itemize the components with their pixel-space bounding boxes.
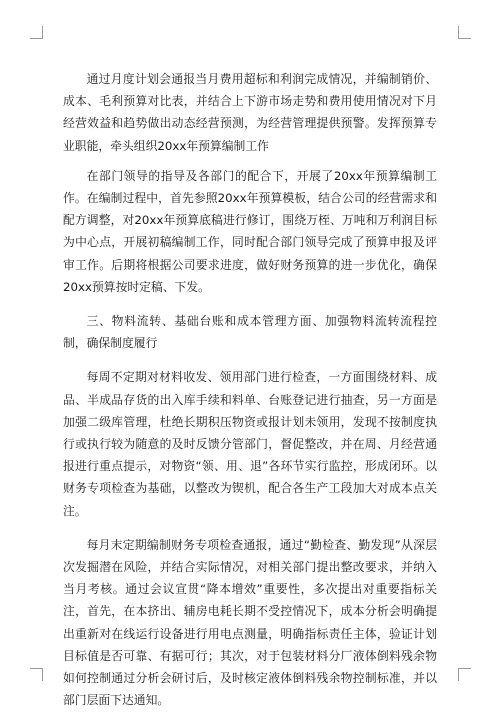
crop-mark-top-right	[458, 26, 471, 39]
document-body	[63, 68, 437, 723]
paragraph-budget-forecast: 通过月度计划会通报当月费用超标和利润完成情况，并编制销价、成本、毛利预算对比表，并结合上下游市场走势和费用使用情况对下月经营效益和趋势做出动态经营预测，为经营管理提供预警。发挥预算专业职能，牵头组织20xx年预算编制工作	[63, 72, 437, 153]
paragraph-budget-compilation: 在部门领导的指导及各部门的配合下，开展了20xx年预算编制工作。在编制过程中，首先参照20xx年预算模板，结合公司的经营需求和配方调整，对20xx年预算底稿进行修订，围绕万桎、万吨和万利润目标为中心点，开展初稿编制工作，同时配合部门领导完成了预算申报及评审工作。后期将根据公司要求进度，做好财务预算的进一步优化，确保20xx预算按时定稿、下发。	[63, 168, 437, 294]
section-heading-material-flow: 三、物料流转、基础台账和成本管理方面、加强物料流转流程控制，确保制度履行	[63, 314, 437, 351]
paragraph-weekly-inspection: 每周不定期对材料收发、领用部门进行检查，一方面围绕材料、成品、半成品存货的出入库手续和料单、台账登记进行抽查，另一方面是加强二级库管理，杜绝长期积压物资或报计划未领用，发现不按制度执行或执行较为随意的及时反馈分管部门，督促整改，并在周、月经营通报进行重点提示，对物资“领、用、退”各环节实行监控，形成闭环。以财务专项检查为基础，以整改为锲机，配合各生产工段加大对成本点关注。	[63, 370, 437, 518]
crop-mark-bottom-right	[458, 668, 471, 681]
crop-mark-bottom-left	[30, 668, 43, 681]
paragraph-monthly-report: 每月末定期编制财务专项检查通报，通过“勤检查、勤发现”从深层次发掘潜在风险，并结合实际情况，对相关部门提出整改要求，并纳入当月考核。通过会议宣贯“降本增效”重要性，多次提出对重要指标关注，首先，在本挤出、辅房电耗长期不受控情况下，成本分析会明确提出重新对在线运行设备进行用电点测量，明确指标责任主体，验证计划目标值是否可靠、有据可行；其次，对于包装材料分厂液体倒料残余物如何控制通过分析会研讨后，及时核定液体倒料残余物控制标准，并以部门层面下达通知。	[63, 537, 437, 708]
crop-mark-top-left	[30, 26, 43, 39]
